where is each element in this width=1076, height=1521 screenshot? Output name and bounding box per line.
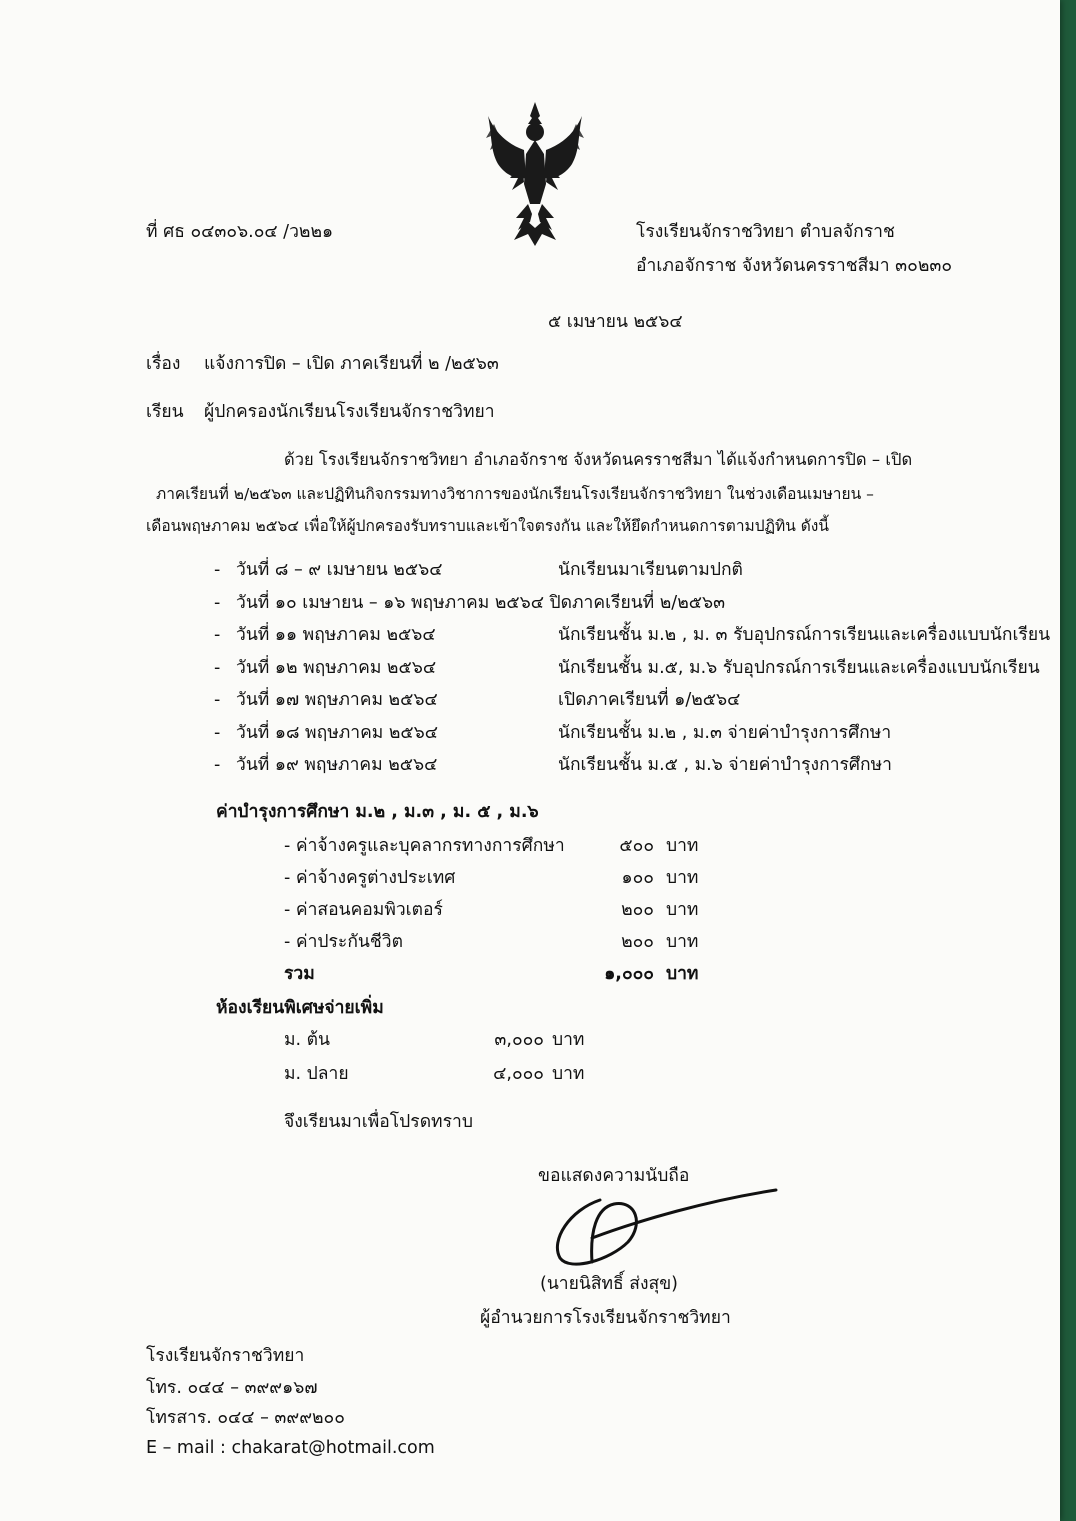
special-amount: ๔,๐๐๐: [493, 1064, 544, 1084]
reference-number: ที่ ศธ ๐๔๓๐๖.๐๔ /ว๒๒๑: [146, 222, 334, 242]
fees-total-unit: บาท: [666, 964, 699, 984]
special-amount: ๓,๐๐๐: [494, 1030, 544, 1050]
schedule-date: วันที่ ๑๑ พฤษภาคม ๒๕๖๔: [236, 625, 436, 645]
special-unit: บาท: [552, 1064, 585, 1084]
schedule-bullet: -: [214, 690, 221, 710]
garuda-emblem-icon: [478, 94, 592, 250]
schedule-bullet: -: [214, 722, 221, 743]
fee-name: - ค่าสอนคอมพิวเตอร์: [284, 900, 443, 920]
fee-amount: ๑๐๐: [621, 868, 654, 888]
schedule-bullet: -: [214, 625, 221, 645]
subject-label: เรื่อง: [146, 354, 181, 374]
signer-name: (นายนิสิทธิ์ ส่งสุข): [540, 1274, 678, 1294]
signature-icon: [540, 1180, 790, 1280]
schedule-date: วันที่ ๘ – ๙ เมษายน ๒๕๖๔: [236, 560, 443, 580]
footer-email: E – mail : chakarat@hotmail.com: [146, 1438, 435, 1458]
fee-unit: บาท: [666, 932, 699, 952]
fees-total-amount: ๑,๐๐๐: [604, 964, 654, 984]
special-name: ม. ต้น: [284, 1030, 330, 1050]
footer-fax: โทรสาร. ๐๔๔ – ๓๙๙๒๐๐: [146, 1408, 345, 1428]
schedule-date: วันที่ ๑๐ เมษายน – ๑๖ พฤษภาคม ๒๕๖๔ ปิดภาคเรียนที่ ๒/๒๕๖๓: [236, 592, 726, 613]
schedule-desc: นักเรียนชั้น ม.๒ , ม. ๓ รับอุปกรณ์การเรียนและเครื่องแบบนักเรียน: [558, 625, 1051, 645]
letter-date: ๕ เมษายน ๒๕๖๔: [548, 312, 683, 332]
schedule-desc: นักเรียนชั้น ม.๒ , ม.๓ จ่ายค่าบำรุงการศึกษา: [558, 722, 892, 743]
schedule-bullet: -: [214, 560, 221, 580]
special-unit: บาท: [552, 1030, 585, 1050]
school-address-line1: โรงเรียนจักราชวิทยา ตำบลจักราช: [636, 222, 895, 242]
schedule-bullet: -: [214, 592, 221, 613]
fee-name: - ค่าประกันชีวิต: [284, 932, 403, 952]
schedule-desc: นักเรียนมาเรียนตามปกติ: [558, 560, 743, 580]
fee-unit: บาท: [666, 836, 699, 856]
recipient-label: เรียน: [146, 402, 184, 422]
fee-unit: บาท: [666, 900, 699, 920]
school-address-line2: อำเภอจักราช จังหวัดนครราชสีมา ๓๐๒๓๐: [636, 256, 953, 276]
closing-regards: ขอแสดงความนับถือ: [538, 1166, 690, 1186]
schedule-desc: เปิดภาคเรียนที่ ๑/๒๕๖๔: [558, 690, 741, 710]
special-heading: ห้องเรียนพิเศษจ่ายเพิ่ม: [216, 998, 384, 1018]
fee-unit: บาท: [666, 868, 699, 888]
schedule-desc: นักเรียนชั้น ม.๕ , ม.๖ จ่ายค่าบำรุงการศึกษา: [558, 755, 892, 775]
schedule-date: วันที่ ๑๗ พฤษภาคม ๒๕๖๔: [236, 690, 438, 710]
schedule-date: วันที่ ๑๘ พฤษภาคม ๒๕๖๔: [236, 722, 439, 743]
footer-school: โรงเรียนจักราชวิทยา: [146, 1346, 305, 1366]
fees-heading: ค่าบำรุงการศึกษา ม.๒ , ม.๓ , ม. ๕ , ม.๖: [216, 802, 539, 822]
signer-title: ผู้อำนวยการโรงเรียนจักราชวิทยา: [480, 1308, 731, 1328]
schedule-desc: นักเรียนชั้น ม.๕, ม.๖ รับอุปกรณ์การเรียนและเครื่องแบบนักเรียน: [558, 657, 1040, 678]
recipient-text: ผู้ปกครองนักเรียนโรงเรียนจักราชวิทยา: [204, 402, 495, 422]
footer-phone: โทร. ๐๔๔ – ๓๙๙๑๖๗: [146, 1378, 318, 1398]
schedule-date: วันที่ ๑๒ พฤษภาคม ๒๕๖๔: [236, 657, 437, 678]
schedule-bullet: -: [214, 755, 221, 775]
fees-total-label: รวม: [284, 964, 315, 984]
fee-amount: ๕๐๐: [619, 836, 654, 856]
special-name: ม. ปลาย: [284, 1064, 349, 1084]
fee-amount: ๒๐๐: [621, 900, 654, 920]
subject-text: แจ้งการปิด – เปิด ภาคเรียนที่ ๒ /๒๕๖๓: [204, 354, 499, 374]
fee-name: - ค่าจ้างครูต่างประเทศ: [284, 868, 456, 888]
fee-name: - ค่าจ้างครูและบุคลากรทางการศึกษา: [284, 836, 565, 856]
body-line-1: ด้วย โรงเรียนจักราชวิทยา อำเภอจักราช จังหวัดนครราชสีมา ได้แจ้งกำหนดการปิด – เปิด: [284, 450, 913, 469]
body-line-2: ภาคเรียนที่ ๒/๒๕๖๓ และปฏิทินกิจกรรมทางวิชาการของนักเรียนโรงเรียนจักราชวิทยา ในช่วงเดือนเมษายน –: [156, 485, 874, 503]
schedule-bullet: -: [214, 657, 221, 678]
closing-line: จึงเรียนมาเพื่อโปรดทราบ: [284, 1112, 473, 1132]
fee-amount: ๒๐๐: [621, 932, 654, 952]
schedule-date: วันที่ ๑๙ พฤษภาคม ๒๕๖๔: [236, 755, 438, 775]
body-line-3: เดือนพฤษภาคม ๒๕๖๔ เพื่อให้ผู้ปกครองรับทราบและเข้าใจตรงกัน และให้ยึดกำหนดการตามปฏิทิน ดังนี้: [146, 517, 829, 535]
